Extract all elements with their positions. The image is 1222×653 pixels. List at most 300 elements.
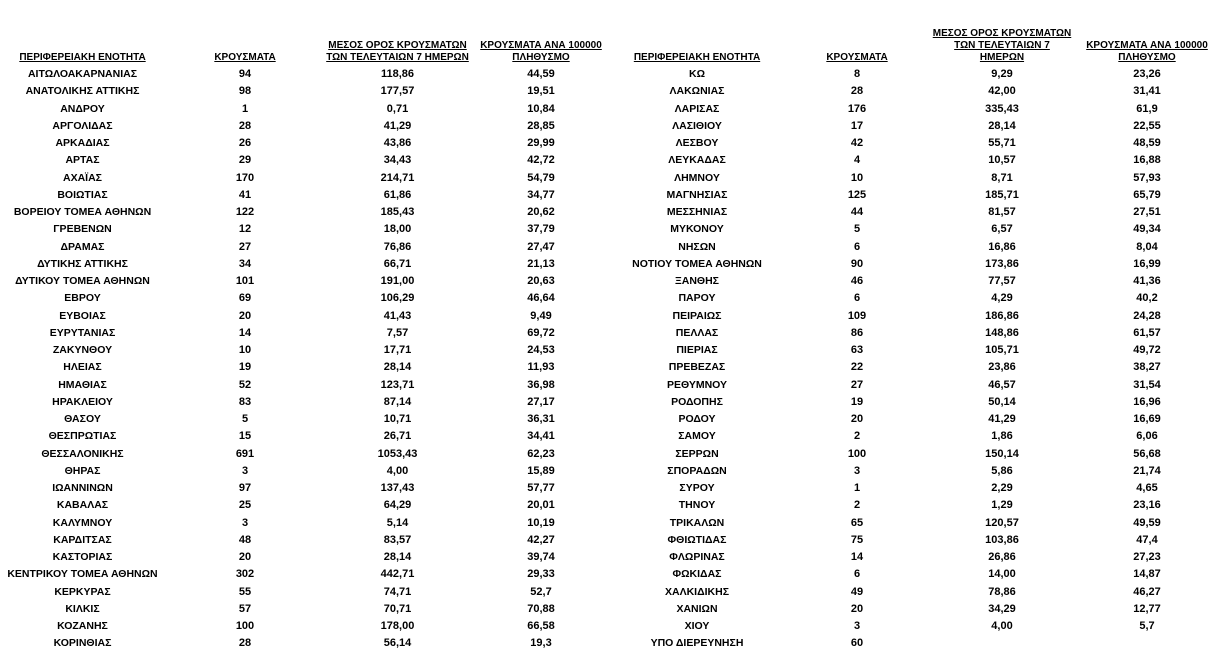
region-name-cell: ΦΘΙΩΤΙΔΑΣ (667, 533, 727, 546)
header-per100k: ΚΡΟΥΣΜΑΤΑ ΑΝΑ 100000 ΠΛΗΘΥΣΜΟ (480, 40, 602, 63)
table-row (0, 618, 612, 635)
region-name-cell: ΚΑΣΤΟΡΙΑΣ (52, 551, 113, 564)
per100k-cell: 16,96 (1133, 395, 1161, 408)
per100k-cell: 41,36 (1133, 275, 1161, 288)
cases-cell: 176 (847, 102, 867, 115)
table-row (0, 290, 612, 307)
avg7-cell: 105,71 (985, 344, 1019, 357)
region-name-cell: ΕΒΡΟΥ (64, 292, 101, 305)
avg7-cell: 28,14 (988, 119, 1016, 132)
table-row (612, 118, 1222, 135)
per100k-cell: 34,77 (527, 188, 555, 201)
avg7-cell: 34,43 (383, 154, 412, 167)
per100k-cell: 46,27 (1133, 585, 1161, 598)
avg7-cell: 1,29 (991, 499, 1013, 512)
avg7-cell: 83,57 (383, 533, 412, 546)
avg7-cell: 137,43 (380, 482, 415, 495)
region-name-cell: ΗΛΕΙΑΣ (63, 361, 102, 374)
avg7-cell: 78,86 (988, 585, 1016, 598)
per100k-cell: 20,01 (527, 499, 555, 512)
region-name-cell: ΠΕΛΛΑΣ (675, 326, 719, 339)
avg7-cell: 81,57 (988, 206, 1016, 219)
cases-cell: 5 (241, 413, 249, 426)
region-name-cell: ΝΟΤΙΟΥ ΤΟΜΕΑ ΑΘΗΝΩΝ (632, 257, 762, 270)
region-name-cell: ΚΑΡΔΙΤΣΑΣ (53, 533, 112, 546)
region-name-cell: ΣΕΡΡΩΝ (675, 447, 719, 460)
per100k-cell: 40,2 (1136, 292, 1158, 305)
avg7-cell: 123,71 (380, 378, 415, 391)
region-name-cell: ΜΕΣΣΗΝΙΑΣ (666, 206, 728, 219)
avg7-cell: 6,57 (991, 223, 1013, 236)
avg7-cell: 26,86 (988, 551, 1016, 564)
avg7-cell: 1053,43 (377, 447, 418, 460)
table-row (0, 566, 612, 583)
avg7-cell: 106,29 (380, 292, 415, 305)
table-row (612, 239, 1222, 256)
region-name-cell: ΒΟΡΕΙΟΥ ΤΟΜΕΑ ΑΘΗΝΩΝ (13, 206, 152, 219)
avg7-cell: 120,57 (985, 516, 1019, 529)
region-name-cell: ΙΩΑΝΝΙΝΩΝ (52, 482, 113, 495)
region-name-cell: ΑΡΚΑΔΙΑΣ (55, 137, 110, 150)
region-name-cell: ΡΕΘΥΜΝΟΥ (666, 378, 728, 391)
avg7-cell: 5,86 (991, 464, 1013, 477)
avg7-cell: 2,29 (991, 482, 1013, 495)
table-row (0, 273, 612, 290)
cases-cell: 3 (853, 620, 861, 633)
per100k-cell: 10,19 (527, 516, 555, 529)
region-name-cell: ΠΑΡΟΥ (678, 292, 716, 305)
cases-cell: 60 (850, 637, 864, 650)
avg7-cell: 41,43 (383, 309, 412, 322)
per100k-cell: 24,28 (1133, 309, 1161, 322)
avg7-cell: 10,57 (988, 154, 1016, 167)
per100k-cell: 27,17 (527, 395, 555, 408)
region-name-cell: ΚΟΖΑΝΗΣ (57, 620, 108, 633)
avg7-cell: 150,14 (985, 447, 1019, 460)
cases-cell: 19 (850, 395, 864, 408)
per100k-cell: 9,49 (530, 309, 552, 322)
region-name-cell: ΚΑΛΥΜΝΟΥ (52, 516, 113, 529)
cases-cell: 94 (238, 68, 252, 81)
per100k-cell: 42,27 (527, 533, 555, 546)
table-row (612, 66, 1222, 83)
avg7-cell: 42,00 (988, 85, 1016, 98)
per100k-cell: 54,79 (527, 171, 555, 184)
avg7-cell: 74,71 (383, 585, 412, 598)
table-row (612, 411, 1222, 428)
avg7-cell: 18,00 (383, 223, 412, 236)
region-name-cell: ΓΡΕΒΕΝΩΝ (53, 223, 112, 236)
table-row (0, 187, 612, 204)
cases-cell: 28 (238, 119, 252, 132)
region-name-cell: ΧΑΛΚΙΔΙΚΗΣ (664, 585, 730, 598)
table-row (0, 635, 612, 652)
table-row (612, 601, 1222, 618)
avg7-cell: 4,29 (991, 292, 1013, 305)
per100k-cell: 49,59 (1133, 516, 1161, 529)
region-name-cell: ΚΙΛΚΙΣ (65, 602, 100, 615)
cases-cell: 170 (235, 171, 255, 184)
cases-cell: 69 (238, 292, 252, 305)
avg7-cell: 335,43 (985, 102, 1019, 115)
per100k-cell: 37,79 (527, 223, 555, 236)
per100k-cell: 57,93 (1133, 171, 1161, 184)
region-name-cell: ΛΑΚΩΝΙΑΣ (669, 85, 725, 98)
region-name-cell: ΠΡΕΒΕΖΑΣ (668, 361, 726, 374)
per100k-cell: 46,64 (527, 292, 555, 305)
table-row (0, 204, 612, 221)
avg7-cell: 7,57 (386, 326, 409, 339)
table-body-left (0, 66, 612, 653)
region-name-cell: ΡΟΔΟΥ (678, 413, 716, 426)
region-name-cell: ΚΑΒΑΛΑΣ (56, 499, 109, 512)
cases-cell: 41 (238, 188, 252, 201)
per100k-cell: 16,69 (1133, 413, 1161, 426)
table-row (0, 342, 612, 359)
per100k-cell: 42,72 (527, 154, 555, 167)
table-row (612, 549, 1222, 566)
region-name-cell: ΕΥΒΟΙΑΣ (59, 309, 106, 322)
table-row (0, 411, 612, 428)
table-row (612, 463, 1222, 480)
per100k-cell: 57,77 (527, 482, 555, 495)
cases-cell: 48 (238, 533, 252, 546)
avg7-cell: 55,71 (988, 137, 1016, 150)
table-row (0, 135, 612, 152)
cases-cell: 14 (850, 551, 864, 564)
per100k-cell: 28,85 (527, 119, 555, 132)
per100k-cell: 61,9 (1136, 102, 1158, 115)
table-row (612, 532, 1222, 549)
cases-cell: 52 (238, 378, 252, 391)
avg7-cell: 10,71 (383, 413, 412, 426)
table-row (0, 377, 612, 394)
regional-cases-table-right (612, 0, 1222, 653)
per100k-cell: 20,62 (527, 206, 555, 219)
table-row (612, 170, 1222, 187)
table-row (612, 152, 1222, 169)
avg7-cell: 41,29 (988, 413, 1016, 426)
table-row (612, 135, 1222, 152)
region-name-cell: ΥΠΟ ΔΙΕΡΕΥΝΗΣΗ (650, 637, 744, 650)
table-row (612, 480, 1222, 497)
avg7-cell: 64,29 (383, 499, 412, 512)
cases-cell: 2 (853, 430, 861, 443)
region-name-cell: ΣΥΡΟΥ (679, 482, 715, 495)
per100k-cell: 47,4 (1136, 533, 1158, 546)
per100k-cell: 65,79 (1133, 188, 1161, 201)
per100k-cell: 38,27 (1133, 361, 1161, 374)
cases-cell: 34 (238, 257, 252, 270)
avg7-cell: 46,57 (988, 378, 1016, 391)
per100k-cell: 5,7 (1139, 620, 1155, 633)
avg7-cell: 70,71 (383, 602, 412, 615)
cases-cell: 22 (850, 361, 864, 374)
region-name-cell: ΝΗΣΩΝ (678, 240, 716, 253)
region-name-cell: ΠΕΙΡΑΙΩΣ (672, 309, 722, 322)
table-row (0, 170, 612, 187)
avg7-cell: 41,29 (383, 119, 412, 132)
region-name-cell: ΧΙΟΥ (684, 620, 710, 633)
cases-cell: 65 (850, 516, 864, 529)
region-name-cell: ΔΡΑΜΑΣ (60, 240, 105, 253)
avg7-cell: 185,43 (380, 206, 415, 219)
cases-cell: 27 (238, 240, 252, 253)
header-avg7: ΜΕΣΟΣ ΟΡΟΣ ΚΡΟΥΣΜΑΤΩΝ ΤΩΝ ΤΕΛΕΥΤΑΙΩΝ 7 ΗΜΕΡΩΝ (326, 40, 469, 63)
table-row (0, 239, 612, 256)
per100k-cell: 70,88 (527, 602, 555, 615)
table-row (612, 618, 1222, 635)
avg7-cell: 118,86 (380, 68, 415, 81)
region-name-cell: ΖΑΚΥΝΘΟΥ (52, 344, 113, 357)
per100k-cell: 8,04 (1136, 240, 1158, 253)
cases-cell: 101 (235, 275, 255, 288)
avg7-cell: 191,00 (380, 275, 415, 288)
avg7-cell: 103,86 (985, 533, 1019, 546)
cases-cell: 20 (238, 551, 252, 564)
per100k-cell: 49,34 (1133, 223, 1161, 236)
per100k-cell (1072, 635, 1222, 652)
per100k-cell: 20,63 (527, 275, 555, 288)
header-region: ΠΕΡΙΦΕΡΕΙΑΚΗ ΕΝΟΤΗΤΑ (19, 52, 146, 63)
table-row (612, 635, 1222, 652)
region-name-cell: ΘΕΣΠΡΩΤΙΑΣ (48, 430, 117, 443)
avg7-cell: 178,00 (380, 620, 415, 633)
table-row (612, 515, 1222, 532)
region-name-cell: ΑΝΑΤΟΛΙΚΗΣ ΑΤΤΙΚΗΣ (25, 85, 140, 98)
cases-cell: 75 (850, 533, 864, 546)
avg7-cell: 173,86 (985, 257, 1019, 270)
region-name-cell: ΗΡΑΚΛΕΙΟΥ (52, 395, 113, 408)
cases-cell: 20 (850, 602, 864, 615)
per100k-cell: 49,72 (1133, 344, 1161, 357)
table-row (612, 446, 1222, 463)
per100k-cell: 62,23 (527, 447, 555, 460)
region-name-cell: ΑΡΓΟΛΙΔΑΣ (52, 119, 113, 132)
per100k-cell: 69,72 (527, 326, 555, 339)
region-name-cell: ΜΥΚΟΝΟΥ (670, 223, 724, 236)
per100k-cell: 27,23 (1133, 551, 1161, 564)
per100k-cell: 29,99 (527, 137, 555, 150)
per100k-cell: 23,16 (1133, 499, 1161, 512)
table-row (612, 290, 1222, 307)
table-header-row (0, 0, 612, 66)
region-name-cell: ΞΑΝΘΗΣ (675, 275, 719, 288)
cases-cell: 19 (238, 361, 252, 374)
cases-cell: 44 (850, 206, 864, 219)
region-name-cell: ΑΧΑΪΑΣ (63, 171, 102, 184)
avg7-cell: 28,14 (383, 361, 412, 374)
region-name-cell: ΛΕΣΒΟΥ (675, 137, 719, 150)
cases-cell: 10 (850, 171, 864, 184)
avg7-cell: 17,71 (383, 344, 412, 357)
cases-cell: 8 (853, 68, 861, 81)
per100k-cell: 34,41 (527, 430, 555, 443)
cases-cell: 125 (847, 188, 867, 201)
table-row (0, 515, 612, 532)
avg7-cell: 87,14 (383, 395, 412, 408)
cases-cell: 2 (853, 499, 861, 512)
table-row (0, 428, 612, 445)
region-name-cell: ΧΑΝΙΩΝ (676, 602, 718, 615)
cases-cell: 27 (850, 378, 864, 391)
cases-cell: 691 (235, 447, 255, 460)
table-row (0, 532, 612, 549)
cases-cell: 1 (853, 482, 861, 495)
cases-cell: 29 (238, 154, 252, 167)
cases-cell: 15 (238, 430, 252, 443)
table-row (612, 497, 1222, 514)
cases-cell: 12 (238, 223, 252, 236)
table-row (612, 308, 1222, 325)
table-row (0, 446, 612, 463)
avg7-cell: 4,00 (386, 464, 409, 477)
region-name-cell: ΜΑΓΝΗΣΙΑΣ (666, 188, 728, 201)
region-name-cell: ΚΟΡΙΝΘΙΑΣ (53, 637, 112, 650)
per100k-cell: 27,47 (527, 240, 555, 253)
header-region: ΠΕΡΙΦΕΡΕΙΑΚΗ ΕΝΟΤΗΤΑ (633, 52, 761, 63)
per100k-cell: 10,84 (527, 102, 555, 115)
region-name-cell: ΚΕΡΚΥΡΑΣ (54, 585, 111, 598)
table-row (0, 584, 612, 601)
table-row (0, 256, 612, 273)
per100k-cell: 21,13 (527, 257, 555, 270)
cases-cell: 20 (850, 413, 864, 426)
cases-cell: 26 (238, 137, 252, 150)
cases-cell: 20 (238, 309, 252, 322)
region-name-cell: ΚΕΝΤΡΙΚΟΥ ΤΟΜΕΑ ΑΘΗΝΩΝ (7, 568, 158, 581)
per100k-cell: 23,26 (1133, 68, 1161, 81)
cases-cell: 63 (850, 344, 864, 357)
table-row (0, 83, 612, 100)
region-name-cell: ΕΥΡΥΤΑΝΙΑΣ (49, 326, 116, 339)
table-row (0, 118, 612, 135)
avg7-cell: 77,57 (988, 275, 1016, 288)
per100k-cell: 61,57 (1133, 326, 1161, 339)
cases-cell: 6 (853, 568, 861, 581)
table-header-row (612, 0, 1222, 66)
region-name-cell: ΑΙΤΩΛΟΑΚΑΡΝΑΝΙΑΣ (27, 68, 138, 81)
table-row (612, 342, 1222, 359)
table-row (0, 359, 612, 376)
cases-cell: 25 (238, 499, 252, 512)
cases-cell: 109 (847, 309, 867, 322)
table-row (0, 66, 612, 83)
per100k-cell: 36,98 (527, 378, 555, 391)
table-row (0, 325, 612, 342)
table-row (0, 463, 612, 480)
region-name-cell: ΛΑΡΙΣΑΣ (674, 102, 720, 115)
avg7-cell: 186,86 (985, 309, 1019, 322)
per100k-cell: 66,58 (527, 620, 555, 633)
avg7-cell: 56,14 (383, 637, 412, 650)
avg7-cell (932, 635, 1072, 652)
avg7-cell: 5,14 (386, 516, 409, 529)
table-row (0, 497, 612, 514)
region-name-cell: ΑΝΔΡΟΥ (60, 102, 105, 115)
avg7-cell: 442,71 (380, 568, 415, 581)
cases-cell: 122 (235, 206, 255, 219)
table-row (612, 101, 1222, 118)
avg7-cell: 61,86 (383, 188, 412, 201)
per100k-cell: 4,65 (1136, 482, 1158, 495)
per100k-cell: 21,74 (1133, 464, 1161, 477)
cases-cell: 86 (850, 326, 864, 339)
cases-cell: 97 (238, 482, 252, 495)
table-row (612, 83, 1222, 100)
table-row (612, 187, 1222, 204)
table-row (0, 101, 612, 118)
region-name-cell: ΛΑΣΙΘΙΟΥ (672, 119, 722, 132)
avg7-cell: 50,14 (988, 395, 1016, 408)
cases-cell: 3 (853, 464, 861, 477)
per100k-cell: 15,89 (527, 464, 555, 477)
avg7-cell: 8,71 (991, 171, 1013, 184)
cases-cell: 57 (238, 602, 252, 615)
cases-cell: 28 (238, 637, 252, 650)
avg7-cell: 66,71 (383, 257, 412, 270)
cases-cell: 4 (853, 154, 861, 167)
cases-cell: 46 (850, 275, 864, 288)
cases-cell: 100 (235, 620, 255, 633)
avg7-cell: 148,86 (985, 326, 1019, 339)
per100k-cell: 48,59 (1133, 137, 1161, 150)
region-name-cell: ΒΟΙΩΤΙΑΣ (57, 188, 108, 201)
per100k-cell: 56,68 (1133, 447, 1161, 460)
region-name-cell: ΘΑΣΟΥ (64, 413, 101, 426)
region-name-cell: ΘΗΡΑΣ (64, 464, 101, 477)
avg7-cell: 177,57 (380, 85, 415, 98)
cases-cell: 302 (235, 568, 255, 581)
cases-cell: 98 (238, 85, 252, 98)
cases-cell: 6 (853, 292, 861, 305)
header-cases: ΚΡΟΥΣΜΑΤΑ (214, 52, 276, 63)
region-name-cell: ΣΠΟΡΑΔΩΝ (667, 464, 727, 477)
region-name-cell: ΡΟΔΟΠΗΣ (671, 395, 723, 408)
table-row (0, 152, 612, 169)
region-name-cell: ΦΛΩΡΙΝΑΣ (669, 551, 725, 564)
cases-cell: 42 (850, 137, 864, 150)
avg7-cell: 9,29 (991, 68, 1013, 81)
per100k-cell: 44,59 (527, 68, 555, 81)
per100k-cell: 6,06 (1136, 430, 1158, 443)
avg7-cell: 4,00 (991, 620, 1013, 633)
table-row (0, 549, 612, 566)
per100k-cell: 11,93 (527, 361, 555, 374)
table-body-right (612, 66, 1222, 653)
cases-cell: 100 (847, 447, 867, 460)
avg7-cell: 26,71 (383, 430, 412, 443)
avg7-cell: 23,86 (988, 361, 1016, 374)
table-row (612, 359, 1222, 376)
cases-cell: 1 (241, 102, 249, 115)
per100k-cell: 31,54 (1133, 378, 1161, 391)
table-row (612, 584, 1222, 601)
per100k-cell: 12,77 (1133, 602, 1161, 615)
table-row (612, 325, 1222, 342)
per100k-cell: 19,51 (527, 85, 555, 98)
cases-cell: 28 (850, 85, 864, 98)
region-name-cell: ΑΡΤΑΣ (65, 154, 100, 167)
avg7-cell: 214,71 (380, 171, 415, 184)
per100k-cell: 52,7 (530, 585, 552, 598)
region-name-cell: ΛΕΥΚΑΔΑΣ (668, 154, 726, 167)
table-row (0, 221, 612, 238)
table-row (0, 394, 612, 411)
table-row (612, 273, 1222, 290)
per100k-cell: 14,87 (1133, 568, 1161, 581)
per100k-cell: 16,88 (1133, 154, 1161, 167)
